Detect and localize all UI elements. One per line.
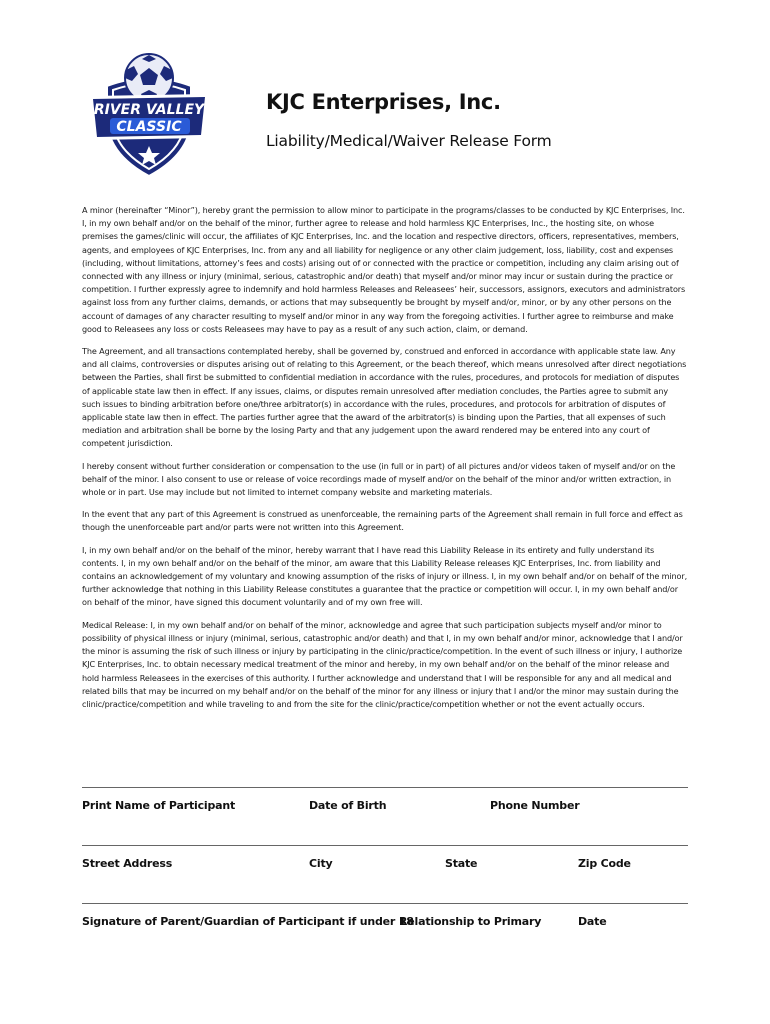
form-title: Liability/Medical/Waiver Release Form (266, 132, 552, 150)
field-phone-number[interactable]: Phone Number (490, 799, 580, 812)
field-city[interactable]: City (309, 857, 333, 870)
paragraph-medical-release: Medical Release: I, in my own behalf and/or on behalf of the minor, acknowledge and agree that such participation subjects myself and/or minor to possibility of physical illness or injury (minimal, serious, catastrophic and/or death) and that I, in my own behalf and/or minor, acknowledge that I and/or the minor is assuming the risk of such illness or injury by participating in the clinic/practice/competition. In the event of such illness or injury, I authorize KJC Enterprises, Inc. to obtain necessary medical treatment of the minor and hereby, in my own behalf and/or on the behalf of the minor release and hold harmless Releasees in the exercises of this authority. I further acknowledge and understand that I will be responsible for any and all medical and related bills that may be incurred on my behalf and/or on the behalf of the minor for any illness or injury that I and/or the minor may sustain during the clinic/practice/competition and while traveling to and from the site for the clinic/practice/competition whether or not the event actually occurs. (82, 619, 683, 709)
divider (82, 903, 688, 904)
paragraph-severability: In the event that any part of this Agreement is construed as unenforceable, the remaining parts of the Agreement shall remain in full force and effect as though the unenforceable part and/or parts were not written into this Agreement. (82, 509, 683, 533)
company-name: KJC Enterprises, Inc. (266, 90, 501, 114)
field-zip-code[interactable]: Zip Code (578, 857, 631, 870)
field-state[interactable]: State (445, 857, 478, 870)
field-date[interactable]: Date (578, 915, 607, 928)
paragraph-release: A minor (hereinafter “Minor”), hereby grant the permission to allow minor to participate in the programs/classes to be conducted by KJC Enterprises, Inc. I, in my own behalf and/or on the behalf of the minor, further agree to release and hold harmless KJC Enterprises, Inc., the hosting site, on whose premises the games/clinic will occur, the affiliates of KJC Enterprises, Inc. and the location and respective directors, officers, representatives, members, agents, and employees of KJC Enterprises, Inc. from any and all liability for negligence or any other claim judgement, loss, liability, cost and expenses (including, without limitations, attorney’s fees and costs) arising out of or connected with the practice or competition, including any claim arising out of connected with any illness or injury (minimal, serious, catastrophic and/or death) that myself and/or minor may incur or sustain during the practice or competition. I further expressly agree to indemnify and hold harmless Releases and Releasees’ heir, successors, assignors, executors and administrators against loss from any further claims, demands, or actions that may subsequently be brought by myself and/or, minor, or by any other persons on the account of damages of any character resulting to myself and/or minor in any way from the foregoing activities. I further agree to reimburse and make good to Releasees any loss or costs Releasees may have to pay as a result of any such action, claim, or demand. (82, 205, 686, 334)
paragraph-governing-law: The Agreement, and all transactions contemplated hereby, shall be governed by, construed and enforced in accordance with applicable state law. Any and all claims, controversies or disputes arising out of relating to this Agreement, or the beach thereof, which means unresolved after direct negotiations between the Parties, shall first be submitted to confidential mediation in accordance with the rules, procedures, and protocols for mediation of disputes of applicable state law then in effect. If any issues, claims, or disputes remain unresolved after mediation concludes, the Parties agree to submit any such issues to binding arbitration before one/three arbitrator(s) in accordance with the rules, procedures, and protocols for arbitration of disputes of applicable state law then in effect. The parties further agree that the award of the arbitrator(s) is binding upon the Parties, that all expenses of such mediation and arbitration shall be borne by the losing Party and that any judgement upon the award rendered may be entered into any court of competent jurisdiction. (82, 346, 687, 449)
field-date-of-birth[interactable]: Date of Birth (309, 799, 387, 812)
field-relationship[interactable]: Relationship to Primary (399, 915, 542, 928)
paragraph-media-consent: I hereby consent without further consideration or compensation to the use (in full or in part) of all pictures and/or videos taken of myself and/or on the behalf of the minor. I also consent to use or release of voice recordings made of myself and/or on the behalf of the minor and/or written extraction, in whole or in part. Use may include but not limited to internet company website and marketing materials. (82, 460, 676, 498)
logo-text-line2: CLASSIC (116, 119, 182, 135)
divider (82, 787, 688, 788)
river-valley-classic-logo (86, 52, 212, 180)
release-text (82, 204, 688, 720)
field-guardian-signature[interactable]: Signature of Parent/Guardian of Participant if under 18 (82, 915, 414, 928)
paragraph-warranty: I, in my own behalf and/or on the behalf of the minor, hereby warrant that I have read this Liability Release in its entirety and fully understand its contents. I, in my own behalf and/or on the behalf of the minor, am aware that this Liability Release releases KJC Enterprises, Inc. from liability and contains an acknowledgement of my voluntary and knowing assumption of the risks of injury or illness. I, in my own behalf and/or on behalf of the minor, further acknowledge that nothing in this Liability Release constitutes a guarantee that the practice or competition will occur. I, in my own behalf and/or on behalf of the minor, have signed this document voluntarily and of my own free will. (82, 544, 688, 608)
field-street-address[interactable]: Street Address (82, 857, 173, 870)
divider (82, 845, 688, 846)
logo-text-line1: RIVER VALLEY (93, 102, 205, 118)
field-participant-name[interactable]: Print Name of Participant (82, 799, 236, 812)
